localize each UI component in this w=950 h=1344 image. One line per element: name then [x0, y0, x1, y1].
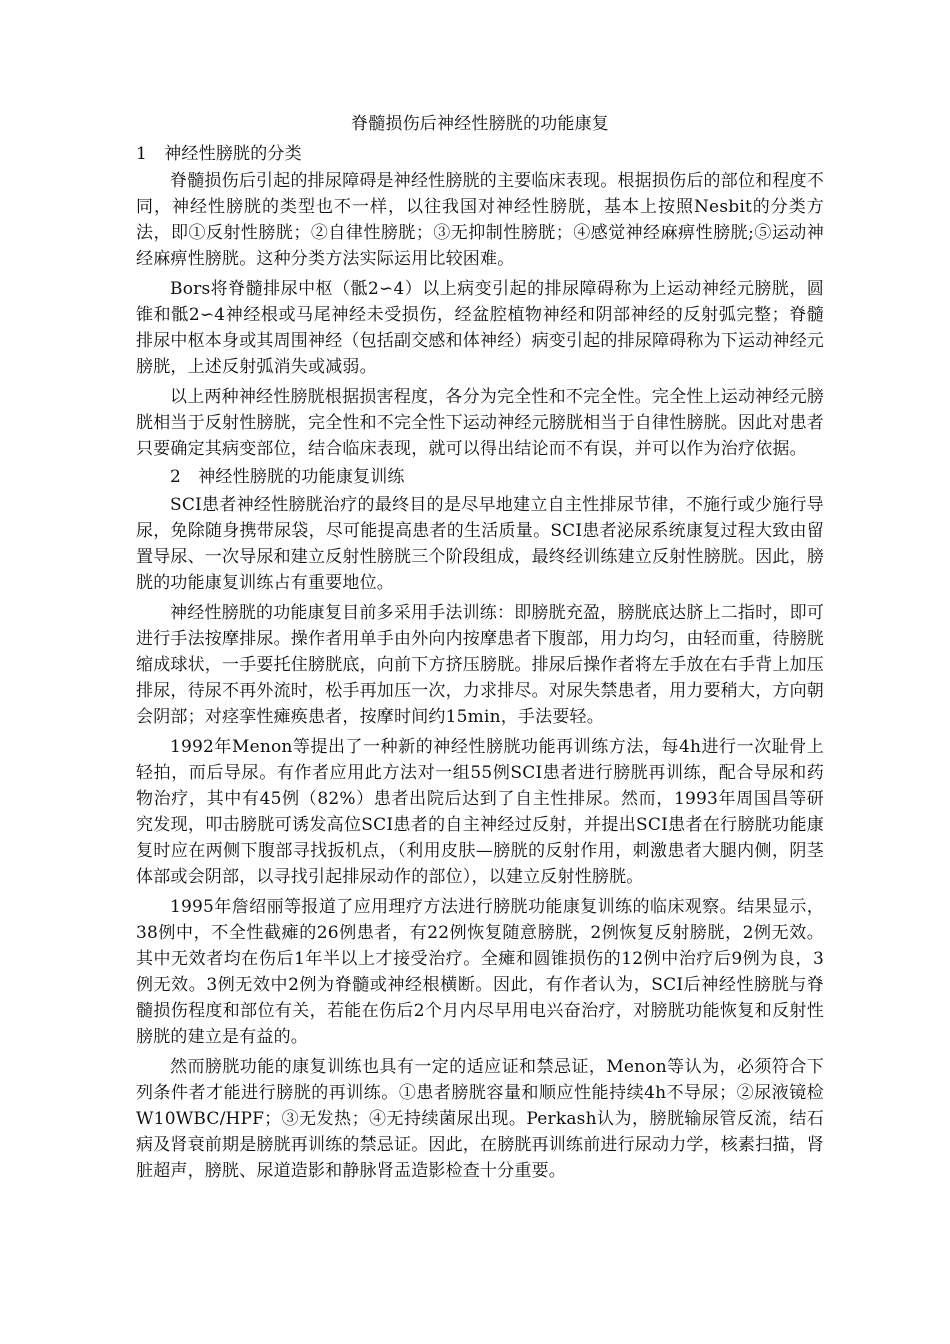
section-2-heading: 2 神经性膀胱的功能康复训练 [170, 467, 405, 487]
paragraph: 脊髓损伤后引起的排尿障碍是神经性膀胱的主要临床表现。根据损伤后的部位和程度不同，神经性膀胱的类型也不一样，以往我国对神经性膀胱，基本上按照Nesbit的分类方法，即①反射性膀胱；②自律性膀胱；③无抑制性膀胱；④感觉神经麻痹性膀胱;⑤运动神经麻痹性膀胱。这种分类方法实际运用比较困难。 [136, 171, 824, 269]
paragraph: Bors将脊髓排尿中枢（骶2∽4）以上病变引起的排尿障碍称为上运动神经元膀胱，圆锥和骶2∽4神经根或马尾神经未受损伤，经盆腔植物神经和阴部神经的反射弧完整；脊髓排尿中枢本身或其周围神经（包括副交感和体神经）病变引起的排尿障碍称为下运动神经元膀胱，上述反射弧消失或减弱。 [136, 279, 824, 377]
document-title: 脊髓损伤后神经性膀胱的功能康复 [351, 114, 609, 134]
paragraph: 然而膀胱功能的康复训练也具有一定的适应证和禁忌证，Menon等认为，必须符合下列条件者才能进行膀胱的再训练。①患者膀胱容量和顺应性能持续4h不导尿；②尿液镜检W10WBC/HPF；③无发热；④无持续菌尿出现。Perkash认为，膀胱输尿管反流，结石病及肾衰前期是膀胱再训练的禁忌证。因此，在膀胱再训练前进行尿动力学，核素扫描，肾脏超声，膀胱、尿道造影和静脉肾盂造影检查十分重要。 [136, 1057, 824, 1181]
paragraph: 1995年詹绍丽等报道了应用理疗方法进行膀胱功能康复训练的临床观察。结果显示，38例中，不全性截瘫的26例患者，有22例恢复随意膀胱，2例恢复反射膀胱，2例无效。其中无效者均在伤后1年半以上才接受治疗。全瘫和圆锥损伤的12例中治疗后9例为良，3例无效。3例无效中2例为脊髓或神经根横断。因此，有作者认为，SCI后神经性膀胱与脊髓损伤程度和部位有关，若能在伤后2个月内尽早用电兴奋治疗，对膀胱功能恢复和反射性膀胱的建立是有益的。 [136, 897, 824, 1047]
paragraph: 神经性膀胱的功能康复目前多采用手法训练：即膀胱充盈，膀胱底达脐上二指时，即可进行手法按摩排尿。操作者用单手由外向内按摩患者下腹部，用力均匀，由轻而重，待膀胱缩成球状，一手要托住膀胱底，向前下方挤压膀胱。排尿后操作者将左手放在右手背上加压排尿，待尿不再外流时，松手再加压一次，力求排尽。对尿失禁患者，用力要稍大，方向朝会阴部；对痉挛性瘫痪患者，按摩时间约15min，手法要轻。 [136, 603, 824, 727]
paragraph: 以上两种神经性膀胱根据损害程度，各分为完全性和不完全性。完全性上运动神经元膀胱相当于反射性膀胱，完全性和不完全性下运动神经元膀胱相当于自律性膀胱。因此对患者只要确定其病变部位，结合临床表现，就可以得出结论而不有误，并可以作为治疗依据。 [136, 387, 824, 459]
paragraph: 1992年Menon等提出了一种新的神经性膀胱功能再训练方法，每4h进行一次耻骨上轻拍，而后导尿。有作者应用此方法对一组55例SCI患者进行膀胱再训练，配合导尿和药物治疗，其中有45例（82%）患者出院后达到了自主性排尿。然而，1993年周国昌等研究发现，叩击膀胱可诱发高位SCI患者的自主神经过反射，并提出SCI患者在行膀胱功能康复时应在两侧下腹部寻找扳机点，（利用皮肤—膀胱的反射作用，刺激患者大腿内侧，阴茎体部或会阴部，以寻找引起排尿动作的部位），以建立反射性膀胱。 [136, 737, 824, 887]
paragraph: SCI患者神经性膀胱治疗的最终目的是尽早地建立自主性排尿节律，不施行或少施行导尿，免除随身携带尿袋，尽可能提高患者的生活质量。SCI患者泌尿系统康复过程大致由留置导尿、一次导尿和建立反射性膀胱三个阶段组成，最终经训练建立反射性膀胱。因此，膀胱的功能康复训练占有重要地位。 [136, 495, 824, 593]
section-1-heading: 1 神经性膀胱的分类 [136, 144, 302, 164]
document-page [136, 108, 824, 1184]
